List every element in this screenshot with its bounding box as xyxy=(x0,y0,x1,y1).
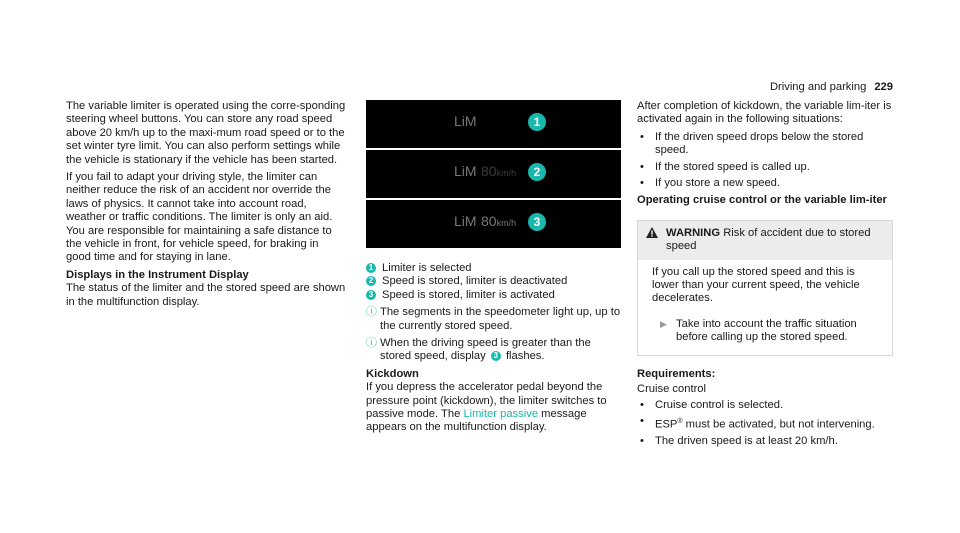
limiter-passive-message: Limiter passive xyxy=(463,408,539,421)
info-icon: ⓘ xyxy=(366,306,377,319)
list-item: • If you store a new speed. xyxy=(640,177,781,190)
stored-speed: 80km/h xyxy=(481,163,517,179)
info-note: ⓘ When the driving speed is greater than the stored speed, display 3 flashes. xyxy=(366,337,591,363)
warning-box xyxy=(637,220,893,356)
action-arrow-icon: ▶ xyxy=(660,318,667,329)
instrument-figure xyxy=(366,100,621,248)
operating-heading: Operating cruise control or the variable lim-iter xyxy=(637,194,887,207)
callout-badge: 2 xyxy=(528,163,546,181)
displays-paragraph: The status of the limiter and the stored speed are shown in the multifunction display. xyxy=(66,282,346,308)
info-note: ⓘ The segments in the speedometer light up, up to the currently stored speed. xyxy=(366,306,621,332)
stored-speed: 80km/h xyxy=(481,213,517,229)
display-panel-activated xyxy=(366,200,621,248)
figure-legend xyxy=(366,262,621,302)
warning-paragraph: If you fail to adapt your driving style, the limiter can neither reduce the risk of an accident nor override the laws of physics. It cannot take into account road, weather or traffic conditions. The limiter is only an aid. You are responsible for maintaining a safe distance to the vehicle in front, for vehicle speed, for braking in good time and for staying in lane. xyxy=(66,171,333,264)
legend-item: 1 Limiter is selected xyxy=(366,262,621,275)
display-panel-deactivated xyxy=(366,150,621,198)
info-icon: ⓘ xyxy=(366,337,377,350)
list-item: • The driven speed is at least 20 km/h. xyxy=(640,435,838,448)
warning-triangle-icon xyxy=(646,227,666,254)
callout-badge: 1 xyxy=(528,113,546,131)
section-title: Driving and parking xyxy=(769,81,867,93)
intro-paragraph: The variable limiter is operated using the corre-sponding steering wheel buttons. You can store any road speed above 20 km/h up to the maxi-mum road speed or to the set winter tyre limit. You can also perform settings while the vehicle is stationary if the vehicle has been started. xyxy=(66,100,346,166)
warning-header xyxy=(638,221,892,260)
kickdown-heading: Kickdown xyxy=(366,367,419,380)
warning-title: Risk of accident due to stored speed xyxy=(666,226,871,253)
legend-item: 3 Speed is stored, limiter is activated xyxy=(366,289,621,302)
requirements-list xyxy=(637,399,893,449)
lim-label: LiM xyxy=(454,213,477,229)
kickdown-paragraph: If you depress the accelerator pedal beyond the pressure point (kickdown), the limiter switches to passive mode. The Limiter passive message appears on the multifunction display. xyxy=(366,381,607,434)
requirements-heading: Requirements: xyxy=(637,367,716,380)
displays-heading: Displays in the Instrument Display xyxy=(66,268,249,281)
column-middle xyxy=(366,100,621,439)
list-item: • Cruise control is selected. xyxy=(640,398,784,411)
page-header xyxy=(770,81,893,94)
list-item: • ESP® must be activated, but not intervening. xyxy=(640,414,875,431)
warning-label: WARNING xyxy=(666,226,721,239)
warning-action: ▶ Take into account the traffic situation before calling up the stored speed. xyxy=(652,318,882,345)
page-number: 229 xyxy=(874,81,893,93)
situation-list xyxy=(637,131,893,191)
warning-body: If you call up the stored speed and this is lower than your current speed, the vehicle decelerates. ▶ Take into account the traffic situation before calling up the stored speed. xyxy=(638,260,892,355)
requirements-subheading: Cruise control xyxy=(637,383,707,396)
legend-item: 2 Speed is stored, limiter is deactivated xyxy=(366,275,621,288)
column-left xyxy=(66,100,346,313)
lim-label: LiM xyxy=(454,163,477,179)
after-kickdown-paragraph: After completion of kickdown, the variable lim-iter is activated again in the following situations: xyxy=(637,100,892,126)
lim-label: LiM xyxy=(454,113,477,129)
column-right xyxy=(637,100,893,452)
list-item: • If the driven speed drops below the stored speed. xyxy=(640,130,864,157)
display-panel-selected xyxy=(366,100,621,148)
list-item: • If the stored speed is called up. xyxy=(640,160,810,173)
callout-badge: 3 xyxy=(528,213,546,231)
